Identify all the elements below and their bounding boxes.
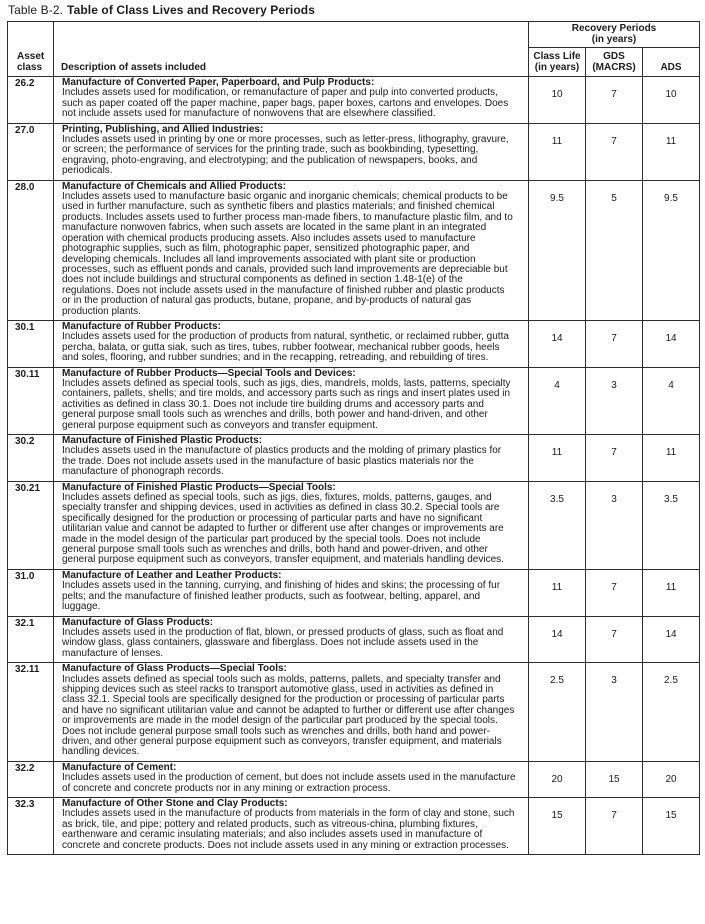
description-cell (54, 180, 529, 320)
recovery-periods-label: Recovery Periods (571, 23, 657, 35)
description-cell (54, 481, 529, 569)
asset-description-text: Includes assets used in the manufacture of products from materials in the form of clay and stone, such as brick, tile, and pipe; pottery and related products, such as vitreous-china, plumbing fixtures, earthenware and ceramic insulating materials; and also includes assets used in manufacture of concrete and concrete products. Does not include assets used in any mining or extraction processes. (62, 808, 515, 851)
class-life-cell: 11 (529, 569, 586, 616)
description-cell (54, 798, 529, 855)
table-number-label: Table B-2. (8, 3, 64, 17)
ads-cell: 10 (643, 77, 700, 124)
class-lives-table (7, 21, 700, 855)
class-life-cell: 11 (529, 435, 586, 482)
gds-cell: 7 (586, 320, 643, 367)
ads-cell: 15 (643, 798, 700, 855)
gds-cell: 7 (586, 435, 643, 482)
asset-description-text: Includes assets used for the production of products from natural, synthetic, or reclaimed rubber, gutta percha, balata, or gutta siak, such as tires, tubes, rubber footwear, mechanical rubber goods, heels and soles, flooring, and rubber sundries; and in the recapping, retreading, and rebuilding of tires. (62, 331, 509, 364)
col-header-gds (586, 48, 643, 77)
asset-description-text: Includes assets defined as special tools, such as jigs, dies, fixtures, molds, patterns, gauges, and specialty transfer and shipping devices, used in activities as defined in class 30.2. Special tools are specifically designed for the production or processing of particular parts and have no significant utilitarian value and cannot be adapted to further or different use after changes or improvements are made in the model design of the particular part produced by the special tools. Does not include general purpose small tools such as wrenches and drills, both hand and power-driven, and other general purpose equipment such as conveyors, transfer equipment, and materials handling devices. (62, 492, 504, 566)
asset-category-title: Manufacture of Leather and Leather Products: (62, 569, 282, 581)
class-life-cell: 14 (529, 616, 586, 663)
asset-category-title: Manufacture of Finished Plastic Products: (62, 435, 263, 446)
asset-class-cell: 30.11 (8, 367, 54, 434)
table-header (8, 22, 700, 77)
asset-category-title: Manufacture of Cement: (62, 761, 177, 773)
asset-description-text: Includes assets used in the tanning, currying, and finishing of hides and skins; the processing of fur pelts; and the manufacture of finished leather products, such as footwear, belting, apparel, and luggage. (62, 580, 501, 613)
ads-cell: 20 (643, 761, 700, 797)
ads-cell: 11 (643, 435, 700, 482)
asset-class-cell: 32.11 (8, 663, 54, 762)
asset-description-text: Includes assets used for modification, or remanufacture of paper and pulp into converted products, such as paper coated off the paper machine, paper bags, paper boxes, cartons and envelopes. Does not include assets used for manufacture of nonwovens that are elsewhere classified. (62, 87, 509, 120)
table-row (8, 663, 700, 762)
class-life-cell: 4 (529, 367, 586, 434)
table-row (8, 123, 700, 180)
class-life-cell: 9.5 (529, 180, 586, 320)
page-title (8, 3, 701, 17)
gds-cell: 3 (586, 663, 643, 762)
gds-cell: 7 (586, 616, 643, 663)
col-header-description: Description of assets included (54, 22, 529, 77)
asset-category-title: Manufacture of Rubber Products—Special Tools and Devices: (62, 367, 356, 379)
asset-category-title: Manufacture of Chemicals and Allied Products: (62, 180, 287, 192)
asset-class-cell: 28.0 (8, 180, 54, 320)
asset-category-title: Manufacture of Converted Paper, Paperboard, and Pulp Products: (62, 77, 375, 88)
header-row-group (8, 22, 700, 48)
asset-description-text: Includes assets used in the production of flat, blown, or pressed products of glass, such as float and window glass, glass containers, glassware and fiberglass. Does not include assets used in the manufacture of lenses. (62, 626, 504, 659)
class-life-cell: 11 (529, 123, 586, 180)
class-life-cell: 20 (529, 761, 586, 797)
gds-macrs-label: (MACRS) (592, 61, 636, 73)
asset-class-cell: 32.3 (8, 798, 54, 855)
ads-cell: 14 (643, 616, 700, 663)
table-row (8, 435, 700, 482)
table-row (8, 320, 700, 367)
asset-class-cell: 30.1 (8, 320, 54, 367)
asset-class-cell: 32.1 (8, 616, 54, 663)
ads-cell: 3.5 (643, 481, 700, 569)
col-header-ads: ADS (643, 48, 700, 77)
asset-description-text: Includes assets used in the manufacture of plastics products and the molding of primary plastics for the trade. Does not include assets used in the manufacture of basic plastics materials nor the manufacture of phonograph records. (62, 445, 502, 478)
table-row (8, 616, 700, 663)
gds-cell: 5 (586, 180, 643, 320)
table-row (8, 761, 700, 797)
asset-category-title: Manufacture of Glass Products—Special Tools: (62, 663, 287, 675)
class-life-label: Class Life (533, 51, 581, 63)
table-row (8, 367, 700, 434)
table-body (8, 77, 700, 855)
description-cell (54, 320, 529, 367)
description-cell (54, 77, 529, 124)
gds-cell: 3 (586, 481, 643, 569)
table-row (8, 481, 700, 569)
asset-class-cell: 32.2 (8, 761, 54, 797)
asset-category-title: Manufacture of Rubber Products: (62, 320, 221, 332)
ads-cell: 9.5 (643, 180, 700, 320)
class-life-cell: 10 (529, 77, 586, 124)
description-cell (54, 569, 529, 616)
table-row (8, 180, 700, 320)
ads-cell: 4 (643, 367, 700, 434)
asset-description-text: Includes assets defined as special tools, such as jigs, dies, mandrels, molds, lasts, patterns, specialty containers, pallets, shells; and tire molds, and accessory parts such as rings and insert plates used in activities as defined in class 30.1. Does not include tire building drums and accessory parts and general purpose small tools such as wrenches and drills, both power and hand-driven, and other general purpose equipment such as conveyors and transfer equipment. (62, 377, 511, 431)
class-life-cell: 2.5 (529, 663, 586, 762)
asset-class-cell: 27.0 (8, 123, 54, 180)
gds-cell: 7 (586, 123, 643, 180)
asset-description-text: Includes assets used in printing by one or more processes, such as letter-press, lithography, gravure, or screen; the performance of services for the printing trade, such as bookbinding, typesetting, engraving, photo-engraving, and electrotyping; and the publication of newspapers, books, and periodicals. (62, 134, 509, 177)
asset-description-text: Includes assets defined as special tools such as molds, patterns, pallets, and specialty transfer and shipping devices such as steel racks to transport automotive glass, used in activities as defined in class 32.1. Special tools are specifically designed for the production or processing of particular parts and have no significant utilitarian value and cannot be adapted to further or different use after changes or improvements are made in the model design of the particular part produced by the special tools. Does not include general purpose small tools such as wrenches and drills, both hand and power-driven, and other general purpose equipment such as conveyors, transfer equipment, and materials handling devices. (62, 673, 515, 758)
class-life-cell: 14 (529, 320, 586, 367)
asset-category-title: Manufacture of Glass Products: (62, 616, 214, 628)
ads-cell: 14 (643, 320, 700, 367)
gds-cell: 7 (586, 569, 643, 616)
asset-class-cell: 26.2 (8, 77, 54, 124)
description-cell (54, 367, 529, 434)
class-life-units-label: (in years) (534, 61, 580, 73)
recovery-periods-units-label: (in years) (591, 33, 637, 45)
table-row (8, 798, 700, 855)
asset-category-title: Manufacture of Finished Plastic Products—Special Tools: (62, 481, 336, 493)
gds-cell: 3 (586, 367, 643, 434)
description-cell (54, 435, 529, 482)
asset-description-text: Includes assets used to manufacture basic organic and inorganic chemicals; chemical products to be used in further manufacture, such as synthetic fibers and plastics materials; and finished chemical products. Includes assets used to further process man-made fibers, to manufacture plastic film, and to manufacture nonwoven fabrics, when such assets are located in the same plant in an integrated operation with chemical products producing assets. Also includes assets used to manufacture photographic supplies, such as film, photographic paper, sensitized photographic paper, and developing chemicals. Includes all land improvements associated with plant site or production processes, such as effluent ponds and canals, provided such land improvements are depreciable but does not include buildings and structural components as defined in section 1.48-1(e) of the regulations. Does not include assets used in the manufacture of finished rubber and plastic products or in the production of natural gas products, butane, propane, and by-products of natural gas production plants. (62, 191, 513, 317)
gds-cell: 15 (586, 761, 643, 797)
description-cell (54, 663, 529, 762)
ads-cell: 11 (643, 569, 700, 616)
class-life-cell: 3.5 (529, 481, 586, 569)
gds-label: GDS (603, 51, 625, 63)
description-cell (54, 616, 529, 663)
asset-category-title: Manufacture of Other Stone and Clay Products: (62, 798, 288, 809)
asset-category-title: Printing, Publishing, and Allied Industries: (62, 123, 264, 135)
asset-class-cell: 30.2 (8, 435, 54, 482)
gds-cell: 7 (586, 77, 643, 124)
class-life-cell: 15 (529, 798, 586, 855)
col-header-recovery-periods (529, 22, 700, 48)
asset-class-cell: 31.0 (8, 569, 54, 616)
ads-cell: 11 (643, 123, 700, 180)
col-header-asset-class: Asset class (8, 22, 54, 77)
description-cell (54, 123, 529, 180)
table-title-label: Table of Class Lives and Recovery Periods (67, 3, 316, 17)
gds-cell: 7 (586, 798, 643, 855)
table-row (8, 569, 700, 616)
asset-class-cell: 30.21 (8, 481, 54, 569)
table-row (8, 77, 700, 124)
asset-description-text: Includes assets used in the production of cement, but does not include assets used in the manufacture of concrete and concrete products nor in any mining or extraction process. (62, 772, 516, 794)
description-cell (54, 761, 529, 797)
col-header-class-life (529, 48, 586, 77)
ads-cell: 2.5 (643, 663, 700, 762)
